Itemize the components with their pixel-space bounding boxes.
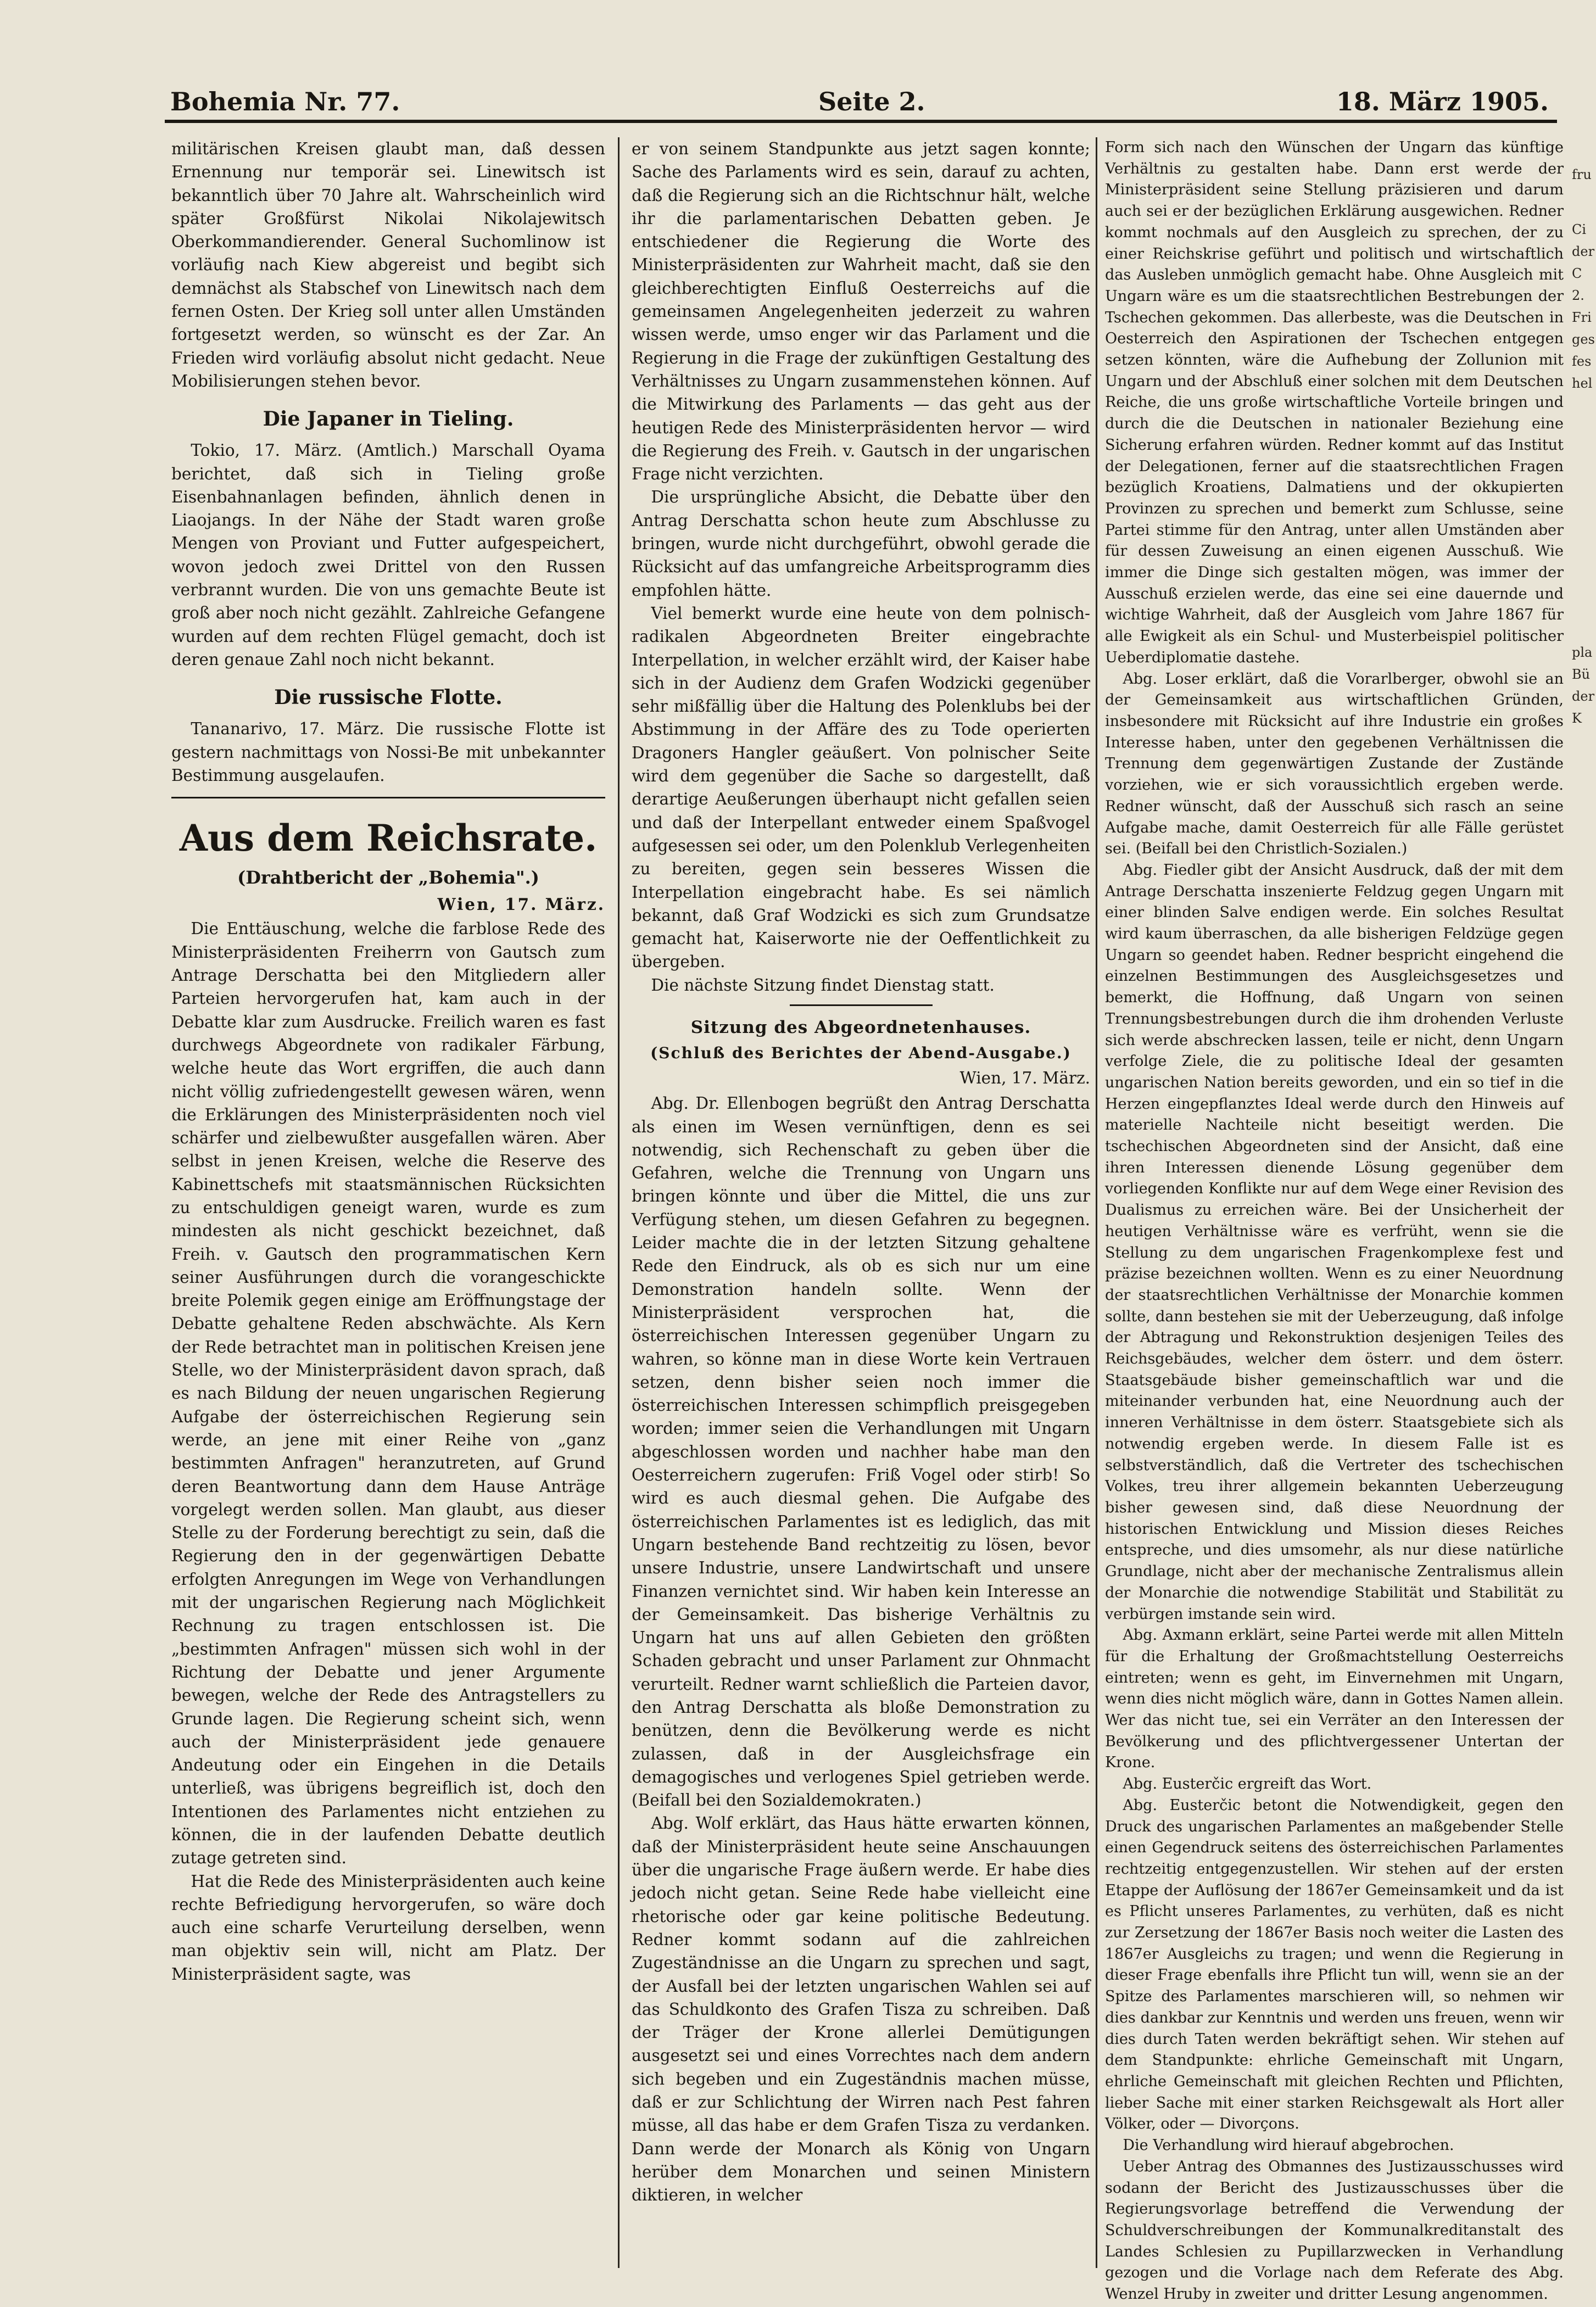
article-text: Die Enttäuschung, welche die farblose Rede des Ministerpräsidenten Freiherrn von Gautsch zum Antrage Derschatta bei den Mitgliedern aller Parteien hervorgerufen hat, kam auch in der Debatte klar zum Ausdrucke. Freilich waren es fast durchwegs Abgeordnete von radikaler Färbung, welche heute das Wort ergriffen, die auch dann nicht völlig zufriedengestellt gewesen wären, wenn die Erklärungen des Ministerpräsidenten noch viel schärfer und zielbewußter ausgefallen wären. Aber selbst in jenen Kreisen, welche die Reserve des Kabinettschefs mit staatsmännischen Rücksichten zu entschuldigen geneigt waren, wurde es zum mindesten als nicht geschickt bezeichnet, daß Freih. v. Gautsch den programmatischen Kern seiner Ausführungen durch die vorangeschickte breite Polemik gegen einige am Eröffnungstage der Debatte gehaltene Reden abschwächte. Als Kern der Rede betrachtet man in politischen Kreisen jene Stelle, wo der Ministerpräsident davon sprach, daß es nach Bildung der neuen ungarischen Regierung Aufgabe der österreichischen Regierung sein werde, an jene mit einer Reihe von „ganz bestimmten Anfragen" heranzutreten, auf Grund deren Beantwortung dann dem Hause Anträge vorgelegt werden sollen. Man glaubt, aus dieser Stelle zu der Forderung berechtigt zu sein, daß die Regierung den in der gegenwärtigen Debatte erfolgten Anregungen im Wege von Verhandlungen mit der ungarischen Regierung nach Möglichkeit Rechnung zu tragen entschlossen ist. Die „bestimmten Anfragen" müssen sich wohl in der Richtung der Debatte und jener Argumente bewegen, welche der Rede des Antragstellers zu Grunde lagen. Die Regierung scheint sich, wenn auch der Ministerpräsident jede genauere Andeutung oder ein Eingehen in die Details unterließ, was übrigens begreiflich ist, doch den Intentionen des Parlamentes nicht entziehen zu können, die in der laufenden Debatte deutlich zutage getreten sind. (171, 919, 605, 1868)
article-text: Die nächste Sitzung findet Dienstag statt. (651, 975, 995, 995)
section-divider (790, 1004, 933, 1006)
article-text: Abg. Fiedler gibt der Ansicht Ausdruck, daß der mit dem Antrage Derschatta inszenierte Feldzug gegen Ungarn mit einer blinden Salve endigen werde. Ein solches Resultat wird kaum überraschen, da alle bisherigen Feldzüge gegen Ungarn so geendet haben. Redner bespricht eingehend die einzelnen Bestimmungen des Ausgleichsgesetzes und bemerkt, die Hoffnung, daß Ungarn von seinen Trennungsbestrebungen durch die ihm drohenden Verluste sich werde abschrecken lassen, teile er nicht, denn Ungarn verfolge Ziele, die zu politische Ideal der gesamten ungarischen Nation bereits geworden, und ein so tief in die Herzen eingepflanztes Ideal werde durch den Hinweis auf materielle Nachteile nicht beseitigt werden. Die tschechischen Abgeordneten sind der Ansicht, daß eine ihren Interessen dienende Lösung gegenüber dem vorliegenden Konflikte nur auf dem Wege einer Revision des Dualismus zu erreichen wäre. Bei der Unsicherheit der heutigen Verhältnisse wäre es verfrüht, wenn sie die Stellung zu dem ungarischen Fragenkomplexe fest und präzise bezeichnen wollten. Wenn es zu einer Neuordnung der staatsrechtlichen Verhältnisse der Monarchie kommen sollte, dann bestehen sie mit der Ueberzeugung, daß infolge der Abtragung und Rekonstruktion desjenigen Teiles des Reichsgebäudes, welcher dem österr. und dem österr. Staatsgebäude bisher gemeinschaftlich war und die miteinander verbunden hat, eine Neuordnung auch der inneren Verhältnisse in dem österr. Staatsgebiete sich als notwendig ergeben werde. In diesem Falle ist es selbstverständlich, daß die Vertreter des tschechischen Volkes, treu ihrer allgemein bekannten Ueberzeugung bisher gewesen sind, daß diese Neuordnung der historischen Entwicklung und Mission dieses Reiches entspreche, und dies umsomehr, als nur diese natürliche Grundlage, nicht aber der mechanische Zentralismus allein der Monarchie die notwendige Stabilität und Stabilität zu verbürgen imstande sein wird. (1105, 861, 1564, 1623)
edge-fragment: C (1572, 266, 1582, 281)
article-text: Abg. Axmann erklärt, seine Partei werde mit allen Mitteln für die Erhaltung der Großmachtstellung Oesterreichs eintreten; wenn es geht, im Einvernehmen mit Ungarn, wenn dies nicht möglich wäre, dann in Gottes Namen allein. Wer das nicht tue, sei ein Verräter an den Interessen der Bevölkerung und des pflichtvergessener Untertan der Krone. (1105, 1627, 1564, 1772)
header-rule (165, 120, 1557, 123)
edge-fragment: fes (1572, 354, 1592, 369)
edge-fragment: Fri (1572, 310, 1592, 325)
edge-fragment: Ci (1572, 222, 1587, 237)
article-text: Hat die Rede des Ministerpräsidenten auch keine rechte Befriedigung hervorgerufen, so wäre doch auch eine scharfe Verurteilung derselben, wenn man objektiv sein will, nicht am Platz. Der Ministerpräsident sagte, was (171, 1872, 605, 1984)
article-text: Abg. Wolf erklärt, das Haus hätte erwarten können, daß der Ministerpräsident heute seine Anschauungen über die ungarische Frage äußern werde. Er habe dies jedoch nicht getan. Seine Rede habe vielleicht eine rhetorische oder gar keine politische Bedeutung. Redner kommt sodann auf die zahlreichen Zugeständnisse an die Ungarn zu sprechen und sagt, der Ausfall bei der letzten ungarischen Wahlen sei auf das Schuldkonto des Grafen Tisza zu schreiben. Daß der Träger der Krone allerlei Demütigungen ausgesetzt sei und eines Vorrechtes nach dem andern sich begeben und ein Zugeständnis machen müsse, daß er zur Schlichtung der Wirren nach Pest fahren müsse, all das habe er dem Grafen Tisza zu verdanken. Dann werde der Monarch als König von Ungarn herüber dem Monarchen und seinen Ministern diktieren, in welcher (632, 1814, 1090, 2205)
edge-fragment: hel (1572, 376, 1593, 391)
section-heading-sitzung: Sitzung des Abgeordnetenhauses. (690, 1017, 1031, 1037)
column-3 (1105, 137, 1564, 2303)
article-text: Form sich nach den Wünschen der Ungarn das künftige Verhältnis zu gestalten habe. Dann erst werde der Ministerpräsident seine Stellung präzisieren und darum auch sei er der bezüglichen Erklärung ausgewichen. Redner kommt nochmals auf den Ausgleich zu sprechen, der zu einer Reichskrise geführt und politisch und wirtschaftlich das Ausleben unmöglich gemacht habe. Ohne Ausgleich mit Ungarn wäre es um die staatsrechtlichen Bestrebungen der Tschechen gekommen. Das allerbeste, was die Deutschen in Oesterreich den Aspirationen der Tschechen entgegen setzen könnten, wäre die Aufhebung der Zollunion mit Ungarn und der Abschluß einer solchen mit dem Deutschen Reiche, die uns große wirtschaftliche Vorteile bringen und durch die die Deutschen in nationaler Beziehung eine Sicherung erfahren würden. Redner kommt auf das Institut der Delegationen, ferner auf die staatsrechtlichen Fragen bezüglich Kroatiens, Dalmatiens und der okkupierten Provinzen zu sprechen und bemerkt zum Schlusse, seine Partei stimme für den Antrag, unter allen Umständen aber für dessen Zuweisung an einen eigenen Ausschuß. Wie immer die Dinge sich gestalten mögen, was immer der Ausschuß erzielen werde, das eine sei eine dauernde und wichtige Wahrheit, daß der Ausgleich vom Jahre 1867 für alle Ewigkeit als ein Schul- und Musterbeispiel politischer Ueberdiplomatie dastehe. (1105, 139, 1564, 666)
edge-fragment: fru (1572, 167, 1592, 182)
header-date: 18. März 1905. (1336, 87, 1549, 116)
edge-fragment: K (1572, 711, 1582, 726)
dateline: Wien, 17. März. (959, 1068, 1090, 1087)
article-text: Abg. Eusterčic betont die Notwendigkeit, gegen den Druck des ungarischen Parlamentes an maßgebender Stelle einen Gegendruck seitens des österreichischen Parlamentes rechtzeitig entgegenzustellen. Wir stehen auf der ersten Etappe der Auflösung der 1867er Gemeinsamkeit und da ist es Pflicht unseres Parlamentes, zu verhüten, daß es nicht zur Zersetzung der 1867er Basis noch weiter die Lasten des 1867er Ausgleichs zu tragen; und wenn die Regierung in dieser Frage ebenfalls ihre Pflicht tun will, wenn sie an der Spitze des Parlamentes marschieren will, so nehmen wir dies dankbar zur Kenntnis und werden uns freuen, wenn wir dies durch Taten werden bekräftigt sehen. Wir stehen auf dem Standpunkte: ehrliche Gemeinschaft mit Ungarn, ehrliche Gemeinschaft mit gleichen Rechten und Pflichten, lieber Sache mit einer starken Reichsgewalt als Hort aller Völker, oder — Divorçons. (1105, 1796, 1564, 2133)
column-1 (171, 137, 605, 2279)
edge-fragment: der (1572, 689, 1595, 704)
article-text: Die Verhandlung wird hierauf abgebrochen. (1123, 2137, 1454, 2154)
section-heading-flotte: Die russische Flotte. (274, 686, 503, 710)
edge-fragment: 2. (1572, 288, 1584, 303)
article-text: Die ursprüngliche Absicht, die Debatte über den Antrag Derschatta schon heute zum Abschlusse zu bringen, wurde nicht durchgeführt, obwohl gerade die Rücksicht auf das umfangreiche Arbeitsprogramm dies empfohlen hätte. (632, 488, 1090, 600)
edge-fragment: pla (1572, 645, 1593, 660)
column-2 (632, 137, 1090, 2279)
section-heading-japaner: Die Japaner in Tieling. (263, 407, 514, 431)
article-subheading: (Schluß des Berichtes der Abend-Ausgabe.) (650, 1043, 1072, 1062)
edge-fragment: Bü (1572, 667, 1591, 682)
section-divider (171, 797, 605, 798)
article-text: Abg. Loser erklärt, daß die Vorarlberger, obwohl sie an der Gemeinsamkeit aus wirtschaftlichen Gründen, insbesondere mit Rücksicht auf ihre Industrie ein großes Interesse haben, unter den gegebenen Verhältnissen die Trennung dem gegenwärtigen Zustande der Zustände vorziehen, wie er sich voraussichtlich ergeben werde. Redner wünscht, daß der Ausschuß sich rasch an seine Aufgabe mache, damit Oesterreich für alle Fälle gerüstet sei. (Beifall bei den Christlich-Sozialen.) (1105, 670, 1564, 858)
article-text: Abg. Dr. Ellenbogen begrüßt den Antrag Derschatta als einen im Wesen vernünftigen, denn es sei notwendig, sich Rechenschaft zu geben über die Gefahren, welche die Trennung von Ungarn uns bringen könnte und über die Mittel, die uns zur Verfügung stehen, um diesen Gefahren zu begegnen. Leider machte die in der letzten Sitzung gehaltene Rede den Eindruck, als ob es sich nur um eine Demonstration handeln sollte. Wenn der Ministerpräsident versprochen hat, die österreichischen Interessen gegenüber Ungarn zu wahren, so könne man in diese Worte kein Vertrauen setzen, denn bisher seien noch immer die österreichischen Interessen schimpflich preisgegeben worden; immer seien die Verhandlungen mit Ungarn abgeschlossen worden und nachher habe man den Oesterreichern zugerufen: Friß Vogel oder stirb! So wird es auch diesmal gehen. Die Aufgabe des österreichischen Parlamentes ist es lediglich, das mit Ungarn bestehende Band rechtzeitig zu lösen, bevor unsere Industrie, unsere Landwirtschaft und unsere Finanzen vernichtet sind. Wir haben kein Interesse an der Gemeinsamkeit. Das bisherige Verhältnis zu Ungarn hat uns auf allen Gebieten den größten Schaden gebracht und unser Parlament zur Ohnmacht verurteilt. Redner warnt schließlich die Parteien davor, den Antrag Derschatta als bloße Demonstration zu benützen, denn die Bevölkerung werde es nicht zulassen, daß in der Ausgleichsfrage ein demagogisches und verlogenes Spiel getrieben werde. (Beifall bei den Sozialdemokraten.) (632, 1094, 1090, 1810)
article-text: Viel bemerkt wurde eine heute von dem polnisch-radikalen Abgeordneten Breiter eingebrachte Interpellation, in welcher erzählt wird, der Kaiser habe sich in der Audienz dem Grafen Wodzicki gegenüber sehr mißfällig über die Haltung des Polenklubs bei der Abstimmung in der Affäre des zu Tode operierten Dragoners Hangler geäußert. Von polnischer Seite wird dem gegenüber die Sache so dargestellt, daß derartige Aeußerungen überhaupt nicht gefallen seien und daß der Interpellant entweder einem Spaßvogel aufgesessen sei oder, um den Polenklub Verlegenheiten zu bereiten, gegen sein besseres Wissen die Interpellation eingebracht habe. Es sei nämlich bekannt, daß Graf Wodzicki es sich zum Grundsatze gemacht hat, Kaiserworte nie der Oeffentlichkeit zu übergeben. (632, 604, 1090, 971)
edge-fragment: ges (1572, 332, 1595, 347)
article-text: Tananarivo, 17. März. Die russische Flotte ist gestern nachmittags von Nossi-Be mit unbekannter Bestimmung ausgelaufen. (171, 719, 605, 785)
article-text: er von seinem Standpunkte aus jetzt sagen konnte; Sache des Parlaments wird es sein, darauf zu achten, daß die Regierung sich an die Richtschnur hält, welche ihr die parlamentarischen Debatten geben. Je entschiedener die Regierung die Worte des Ministerpräsidenten zur Wahrheit macht, daß sie den gleichberechtigten Einfluß Oesterreichs auf die gemeinsamen Angelegenheiten jederzeit zu wahren wissen werde, umso enger wir das Parlament und die Regierung in die Frage der zukünftigen Gestaltung des Verhältnisses zu Ungarn zusammenstehen können. Auf die Mitwirkung des Parlaments — das geht aus der heutigen Rede des Ministerpräsidenten hervor — wird die Regierung des Freih. v. Gautsch in der ungarischen Frage nicht verzichten. (632, 139, 1090, 484)
column-rule-2 (1096, 137, 1097, 2268)
article-text: Ueber Antrag des Obmannes des Justizausschusses wird sodann der Bericht des Justizausschusses über die Regierungsvorlage betreffend die Verwendung der Schuldverschreibungen der Kommunalkreditanstalt des Landes Schlesien zu Pupillarzwecken in Verhandlung gezogen und die Vorlage nach dem Referate des Abg. Wenzel Hruby in zweiter und dritter Lesung angenommen. (1105, 2158, 1564, 2303)
article-text: Abg. Eusterčic ergreift das Wort. (1123, 1775, 1372, 1793)
dateline: Wien, 17. März. (437, 895, 605, 914)
header-page-number: Seite 2. (818, 87, 925, 116)
article-text: militärischen Kreisen glaubt man, daß dessen Ernennung nur temporär sei. Linewitsch ist bekanntlich über 70 Jahre alt. Wahrscheinlich wird später Großfürst Nikolai Nikolajewitsch Oberkommandierender. General Suchomlinow ist vorläufig nach Kiew abgereist und begibt sich demnächst als Stabschef von Linewitsch nach dem fernen Osten. Der Krieg soll unter allen Umständen fortgesetzt werden, so wünscht es der Zar. An Frieden wird vorläufig absolut nicht gedacht. Neue Mobilisierungen stehen bevor. (171, 139, 605, 390)
article-headline-reichsrat: Aus dem Reichsrate. (179, 817, 598, 860)
article-text: Tokio, 17. März. (Amtlich.) Marschall Oyama berichtet, daß sich in Tieling große Eisenbahnanlagen befinden, ähnlich denen in Liaojangs. In der Nähe der Stadt waren große Mengen von Proviant und Futter aufgespeichert, wovon jedoch zwei Drittel von den Russen verbrannt wurden. Die von uns gemachte Beute ist groß aber noch nicht gezählt. Zahlreiche Gefangene wurden auf dem rechten Flügel gemacht, doch ist deren genaue Zahl noch nicht bekannt. (171, 441, 605, 669)
edge-fragment: der (1572, 244, 1595, 259)
article-subheading: (Drahtbericht der „Bohemia".) (237, 867, 539, 889)
header-issue: Bohemia Nr. 77. (170, 87, 400, 116)
column-rule-1 (618, 137, 620, 2268)
